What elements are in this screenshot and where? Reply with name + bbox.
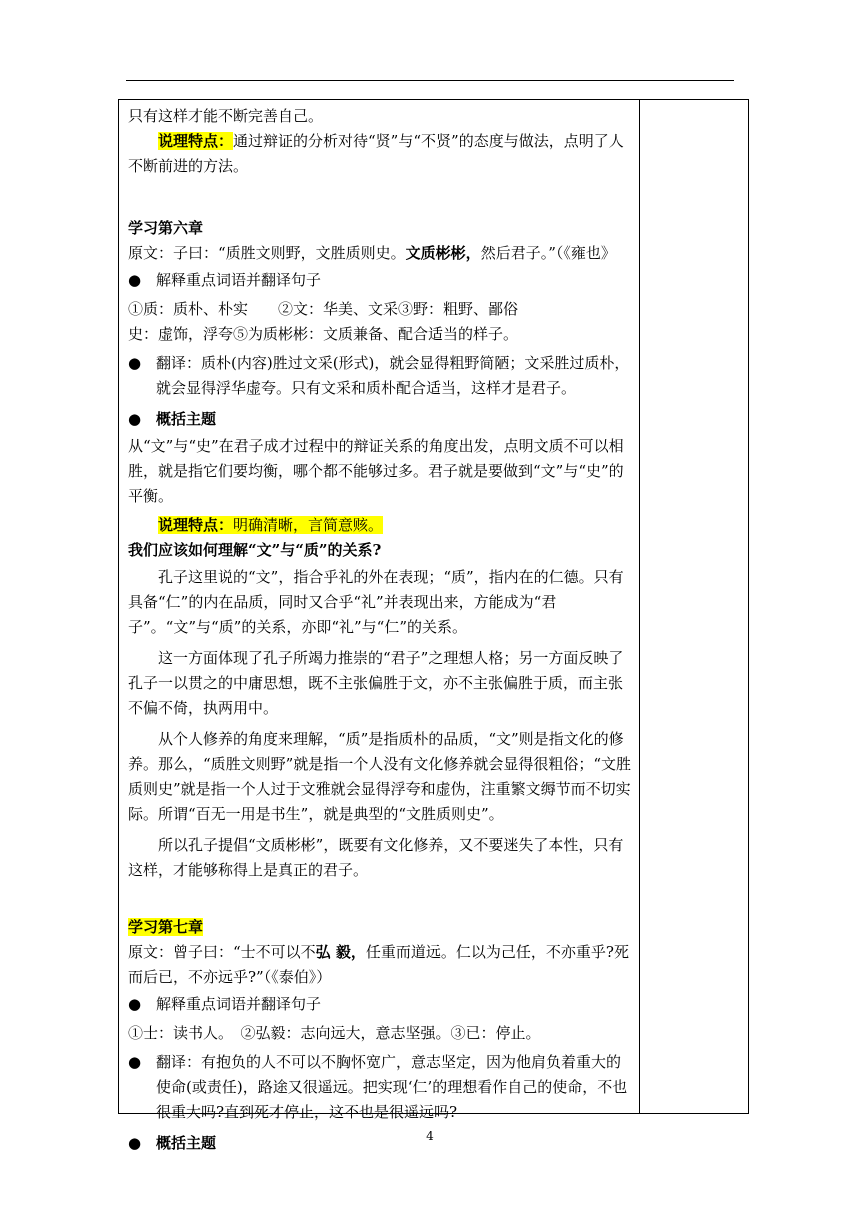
chapter-6-words-2: 史：虚饰，浮夸⑤为质彬彬：文质兼备、配合适当的样子。 xyxy=(128,325,519,343)
chapter-7-title: 学习第七章 xyxy=(128,918,204,936)
chapter-7-explain-heading: ● 解释重点词语并翻译句子 xyxy=(128,992,632,1017)
bullet-icon: ● xyxy=(128,354,142,372)
chapter-6-title: 学习第六章 xyxy=(128,219,204,237)
bullet-icon: ● xyxy=(128,1134,142,1152)
chapter-7-words: ①士：读书人。 ②弘毅：志向远大，意志坚强。③已：停止。 xyxy=(128,1024,541,1042)
bullet-icon: ● xyxy=(128,1053,142,1071)
chapter-7-theme-heading: ● 概括主题 xyxy=(128,1131,632,1156)
chapter-6-paragraph-1: 孔子这里说的“文”，指合乎礼的外在表现；“质”，指内在的仁德。只有具备“仁”的内在品质，同时又合乎“礼”并表现出来，方能成为“君子”。“文”与“质”的关系，亦即“礼”与“仁”的关系。 xyxy=(128,568,624,636)
chapter-7-original: 原文：曾子曰：“士不可以不弘 毅，任重而道远。仁以为己任，不亦重乎?死而后已，不亦远乎?”（《泰伯》） xyxy=(128,943,629,986)
feature-text: 明确清晰，言简意赅。 xyxy=(233,516,384,534)
feature-text: 通过辩证的分析对待“贤”与“不贤”的态度与做法，点明了人不断前进的方法。 xyxy=(128,132,624,175)
content-table xyxy=(118,99,749,1152)
page-number: 4 xyxy=(426,1129,434,1143)
continuation-text: 只有这样才能不断完善自己。 xyxy=(128,107,324,125)
chapter-6-theme: 从“文”与“史”在君子成才过程中的辩证关系的角度出发，点明文质不可以相胜，就是指它们要均衡，哪个都不能够过多。君子就是要做到“文”与“史”的平衡。 xyxy=(128,437,624,505)
chapter-6-words-1: ①质：质朴、朴实 ②文：华美、文采③野：粗野、鄙俗 xyxy=(128,300,519,318)
chapter-6-paragraph-2: 这一方面体现了孔子所竭力推崇的“君子”之理想人格；另一方面反映了孔子一以贯之的中庸思想，既不主张偏胜于文，亦不主张偏胜于质，而主张不偏不倚，执两用中。 xyxy=(128,649,624,717)
chapter-6-feature xyxy=(128,513,632,538)
main-column xyxy=(128,104,632,1156)
chapter-6-translation: ● 翻译：质朴(内容)胜过文采(形式)，就会显得粗野简陋；文采胜过质朴，就会显得浮华虚夸。只有文采和质朴配合适当，这样才是君子。 xyxy=(128,351,632,401)
chapter-6-paragraph-4: 所以孔子提倡“文质彬彬”，既要有文化修养，又不要迷失了本性，只有这样，才能够称得上是真正的君子。 xyxy=(128,836,624,879)
reasoning-feature-5 xyxy=(128,129,632,179)
chapter-6-paragraph-3: 从个人修养的角度来理解，“质”是指质朴的品质，“文”则是指文化的修养。那么，“质胜文则野”就是指一个人没有文化修养就会显得很粗俗；“文胜质则史”就是指一个人过于文雅就会显得浮夸和虚伪，注重繁文缛节而不切实际。所谓“百无一用是书生”，就是典型的“文胜质则史”。 xyxy=(128,730,632,823)
feature-label: 说理特点： xyxy=(158,516,234,534)
bullet-icon: ● xyxy=(128,271,142,289)
chapter-7-translation: ● 翻译：有抱负的人不可以不胸怀宽广，意志坚定，因为他肩负着重大的使命(或责任)，路途又很遥远。把实现‘仁’的理想看作自己的使命，不也很重大吗?直到死才停止，这不也是很遥远吗? xyxy=(128,1050,632,1125)
bullet-icon: ● xyxy=(128,995,142,1013)
chapter-6-original: 原文：子曰：“质胜文则野，文胜质则史。文质彬彬，然后君子。”（《雍也》 xyxy=(128,244,616,262)
chapter-6-question: 我们应该如何理解“文”与“质”的关系? xyxy=(128,541,382,559)
header-rule xyxy=(126,80,734,81)
table-column-divider xyxy=(639,100,640,1113)
feature-label: 说理特点： xyxy=(158,132,234,150)
bullet-icon: ● xyxy=(128,410,142,428)
chapter-6-explain-heading: ● 解释重点词语并翻译句子 xyxy=(128,268,632,293)
chapter-6-theme-heading: ● 概括主题 xyxy=(128,407,632,432)
